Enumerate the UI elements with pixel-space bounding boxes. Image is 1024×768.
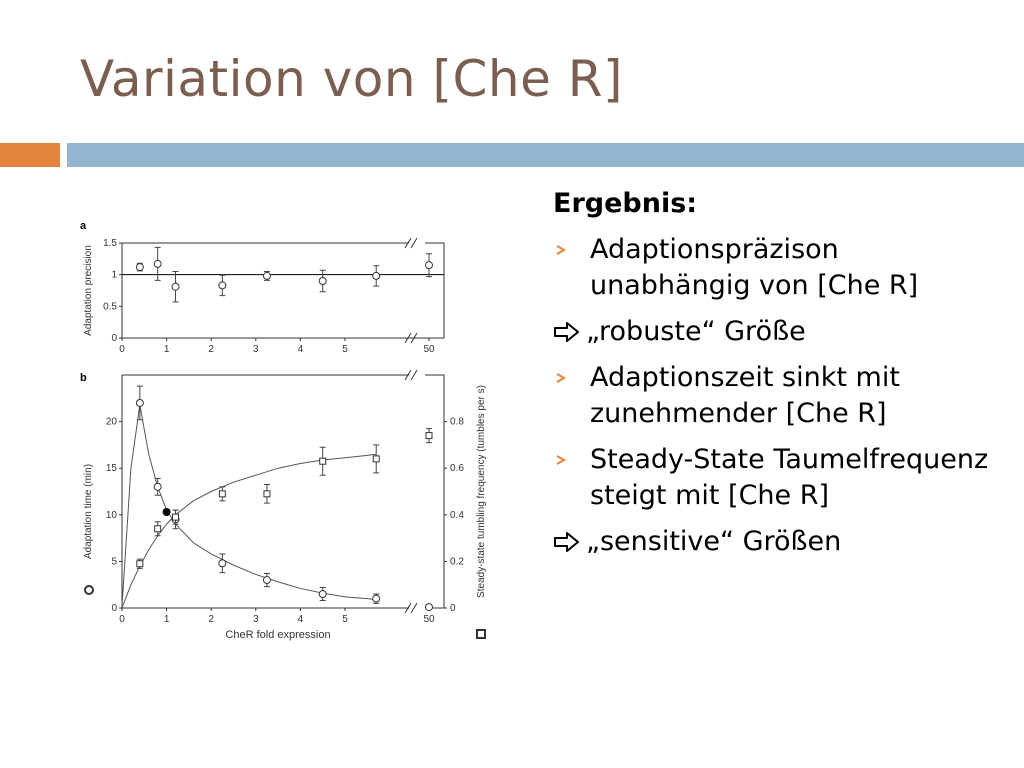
conclusion-item	[553, 524, 993, 560]
data-point-square	[137, 561, 143, 567]
data-point-square	[373, 456, 379, 462]
data-point-circle	[319, 591, 326, 598]
panel-b-label: b	[80, 372, 87, 384]
y-right-tick-label: 0.4	[450, 509, 464, 521]
data-point	[136, 264, 143, 271]
x-tick-label: 50	[423, 344, 435, 355]
y-tick-label: 10	[105, 509, 117, 521]
bullet-text: „sensitive“ Größen	[586, 526, 842, 557]
data-point	[373, 272, 380, 279]
x-tick-label: 0	[119, 614, 125, 625]
x-tick-label: 0	[119, 344, 125, 355]
panel-b-xlabel: CheR fold expression	[225, 629, 331, 641]
right-arrow-icon	[553, 318, 581, 354]
y-tick-label: 1.5	[103, 238, 117, 249]
y-tick-label: 20	[105, 416, 117, 428]
x-tick-label: 5	[342, 614, 348, 625]
data-point-circle	[263, 577, 270, 584]
panel-b	[80, 370, 487, 641]
bullet-item	[553, 442, 993, 514]
bullet-text: Steady-State Taumelfrequenz steigt mit [Che R]	[590, 444, 989, 511]
y-tick-label: 15	[105, 463, 117, 475]
data-point-square	[320, 458, 326, 464]
panel-a-ylabel: Adaptation precision	[83, 245, 94, 336]
legend-circle-icon	[85, 586, 93, 594]
results-heading: Ergebnis:	[553, 188, 698, 219]
wild-type-point	[163, 508, 171, 516]
x-tick-label: 3	[253, 614, 259, 625]
y-tick-label: 0	[111, 333, 117, 344]
data-point	[263, 272, 270, 279]
figure	[78, 215, 498, 655]
x-tick-label: 2	[208, 614, 214, 625]
conclusion-item	[553, 314, 993, 350]
x-tick-label: 2	[208, 344, 214, 355]
data-point-square	[173, 514, 179, 520]
bullet-list	[553, 186, 993, 570]
data-point-circle	[154, 483, 161, 490]
data-point-circle	[426, 604, 433, 611]
data-point-square	[426, 433, 432, 439]
x-tick-label: 3	[253, 344, 259, 355]
data-point	[319, 278, 326, 285]
panel-a-label: a	[80, 220, 87, 232]
y-tick-label: 5	[111, 556, 117, 568]
x-tick-label: 4	[297, 614, 304, 625]
bullet-arrowhead-icon	[555, 360, 567, 410]
bullet-text: „robuste“ Größe	[586, 316, 806, 347]
data-point	[154, 260, 161, 267]
panel-b-axis-break	[405, 370, 417, 613]
data-point-circle	[373, 595, 380, 602]
bullet-items	[553, 232, 993, 560]
x-tick-label: 5	[342, 344, 348, 355]
bullet-arrowhead-icon	[555, 442, 567, 492]
data-point-square	[155, 526, 161, 532]
y-tick-label: 1	[111, 269, 117, 281]
data-point-circle	[136, 399, 143, 406]
bullet-text: Adaptionspräzison unabhängig von [Che R]	[590, 234, 919, 301]
bullet-item	[553, 360, 993, 432]
panel-a-frame	[122, 243, 444, 338]
bullet-text: Adaptionszeit sinkt mit zunehmender [Che R]	[590, 362, 900, 429]
data-point	[219, 282, 226, 289]
bullet-arrowhead-icon	[555, 232, 567, 282]
bullet-item	[553, 232, 993, 304]
y-tick-label: 0.5	[103, 301, 117, 313]
x-tick-label: 1	[163, 344, 170, 355]
x-tick-label: 4	[297, 344, 304, 355]
right-arrow-icon	[553, 528, 581, 564]
panel-b-ylabel-right: Steady-state tumbling frequency (tumbles per s)	[476, 385, 487, 598]
data-point-square	[219, 491, 225, 497]
y-right-tick-label: 0	[450, 603, 456, 614]
data-point-square	[264, 491, 270, 497]
panel-a	[80, 220, 444, 355]
y-right-tick-label: 0.8	[450, 416, 464, 428]
x-tick-label: 1	[163, 614, 170, 625]
data-point	[172, 283, 179, 290]
y-right-tick-label: 0.6	[450, 463, 464, 475]
figure-svg	[78, 215, 498, 655]
panel-b-ylabel: Adaptation time (min)	[83, 463, 94, 560]
panel-b-frame	[122, 375, 444, 608]
y-tick-label: 0	[111, 603, 117, 614]
data-point-circle	[219, 560, 226, 567]
legend-square-icon	[477, 630, 485, 638]
data-point	[426, 262, 433, 269]
fit-curve-adaptation-time	[122, 405, 376, 606]
x-tick-label: 50	[423, 614, 435, 625]
accent-bar-blue	[67, 143, 1024, 167]
accent-bar-orange	[0, 143, 60, 167]
panel-a-axis-break	[405, 238, 417, 343]
y-right-tick-label: 0.2	[450, 556, 464, 568]
slide-title: Variation von [Che R]	[80, 50, 623, 108]
